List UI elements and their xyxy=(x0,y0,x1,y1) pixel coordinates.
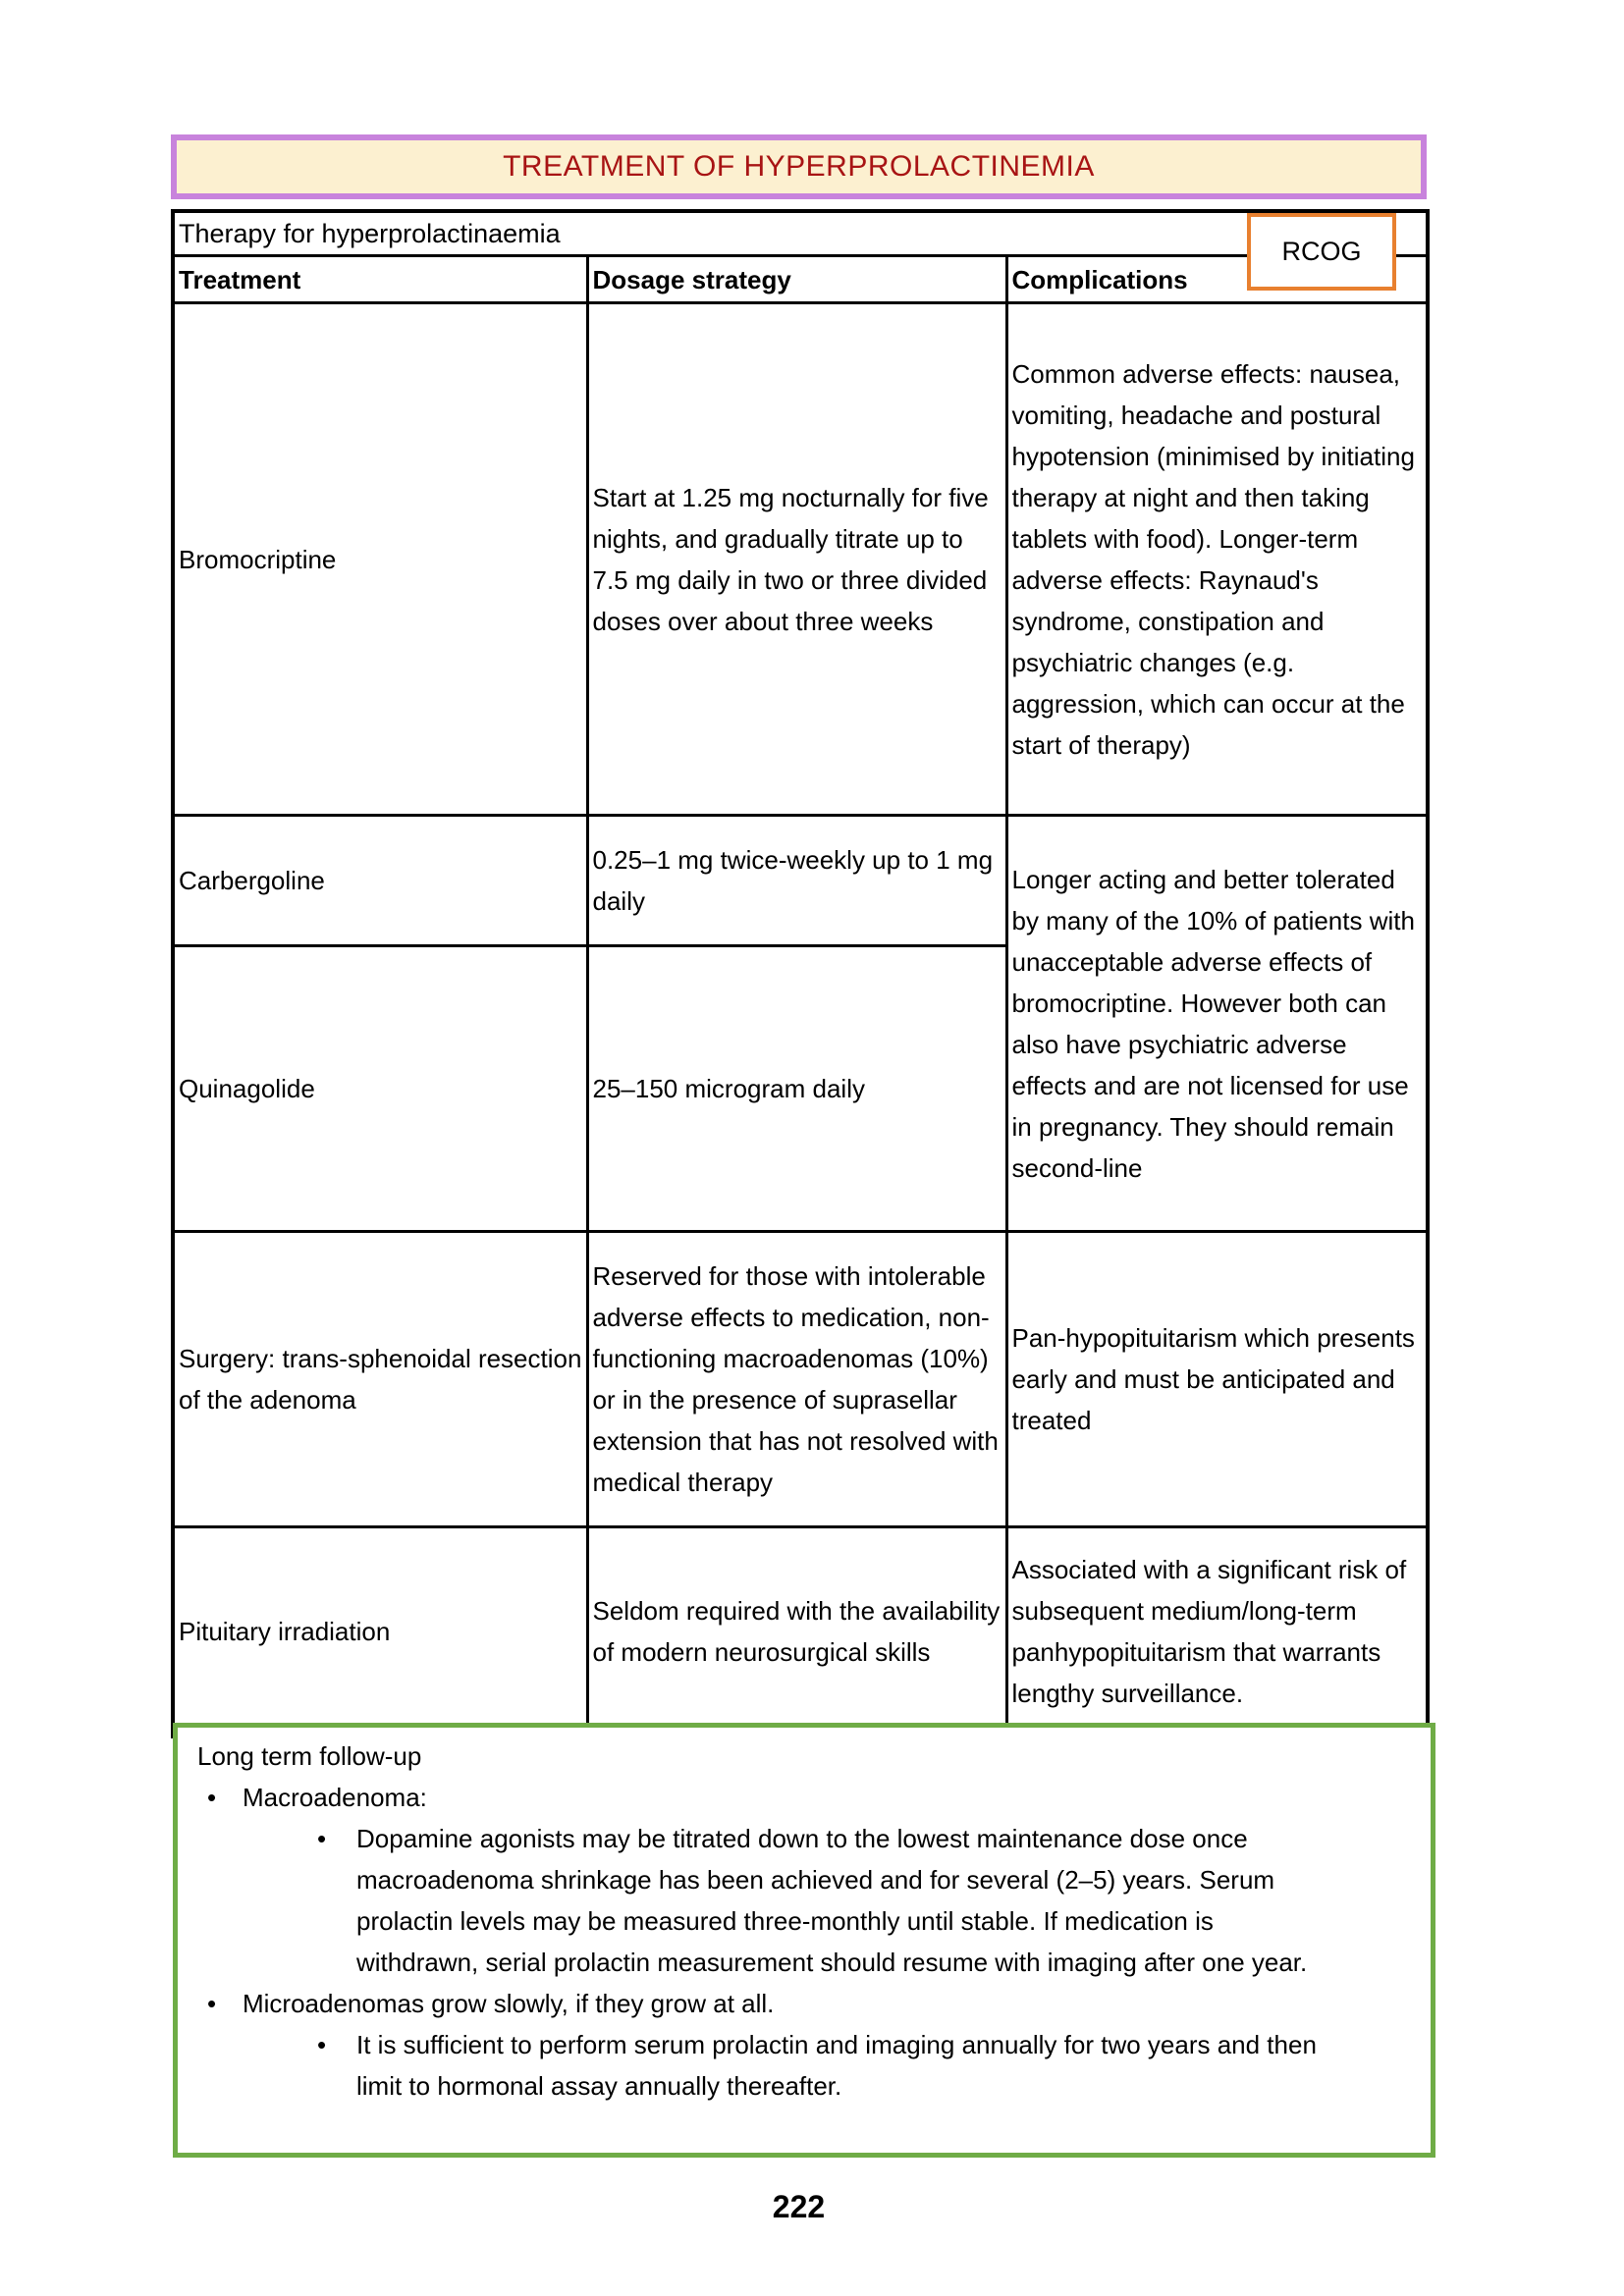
cell-complications-dopamine-agonists: Longer acting and better tolerated by many of the 10% of patients with unacceptable adverse effects of bromocriptine. However both can also have psychiatric adverse effects and are not licensed for use in pregnancy. They should remain second-line xyxy=(1006,816,1428,1232)
col-header-complications: Complications xyxy=(1006,256,1428,303)
table-header-row xyxy=(173,256,1428,303)
table-row xyxy=(173,1527,1428,1737)
list-item xyxy=(207,1777,1413,1818)
page-title: TREATMENT OF HYPERPROLACTINEMIA xyxy=(503,150,1095,183)
bullet-icon: • xyxy=(207,1783,217,1812)
cell-complications-bromocriptine: Common adverse effects: nausea, vomiting, headache and postural hypotension (minimised by initiating therapy at night and then taking tablets with food). Longer-term adverse effects: Raynaud's syndrome, constipation and psychiatric changes (e.g. aggression, which can occur at the start of therapy) xyxy=(1006,303,1428,816)
cell-dosage-irradiation: Seldom required with the availability of modern neurosurgical skills xyxy=(587,1527,1006,1737)
followup-box xyxy=(173,1723,1435,2158)
cell-treatment-bromocriptine: Bromocriptine xyxy=(173,303,587,816)
cell-treatment-quinagolide: Quinagolide xyxy=(173,946,587,1232)
table-row xyxy=(173,816,1428,946)
cell-dosage-surgery: Reserved for those with intolerable adverse effects to medication, non-functioning macroadenomas (10%) or in the presence of suprasellar extension that has not resolved with medical therapy xyxy=(587,1232,1006,1527)
list-item-text: Microadenomas grow slowly, if they grow at all. xyxy=(243,1989,775,2018)
rcog-badge xyxy=(1247,213,1396,291)
title-banner xyxy=(171,134,1427,199)
col-header-dosage: Dosage strategy xyxy=(587,256,1006,303)
bullet-icon: • xyxy=(317,2030,327,2059)
table-caption-cell: Therapy for hyperprolactinaemia xyxy=(173,211,1428,256)
cell-complications-surgery: Pan-hypopituitarism which presents early and must be anticipated and treated xyxy=(1006,1232,1428,1527)
table-row xyxy=(173,211,1428,256)
cell-complications-irradiation: Associated with a significant risk of subsequent medium/long-term panhypopituitarism that warrants lengthy surveillance. xyxy=(1006,1527,1428,1737)
rcog-badge-label: RCOG xyxy=(1281,237,1362,266)
bullet-icon: • xyxy=(207,1989,217,2018)
page-number: 222 xyxy=(772,2189,826,2224)
followup-heading: Long term follow-up xyxy=(197,1741,422,1771)
list-item xyxy=(317,2024,1413,2107)
cell-dosage-carbergoline: 0.25–1 mg twice-weekly up to 1 mg daily xyxy=(587,816,1006,946)
cell-treatment-irradiation: Pituitary irradiation xyxy=(173,1527,587,1737)
col-header-treatment: Treatment xyxy=(173,256,587,303)
cell-treatment-carbergoline: Carbergoline xyxy=(173,816,587,946)
therapy-table xyxy=(171,209,1430,1738)
table-row xyxy=(173,1232,1428,1527)
bullet-icon: • xyxy=(317,1824,327,1853)
list-item xyxy=(317,1818,1413,1983)
cell-dosage-quinagolide: 25–150 microgram daily xyxy=(587,946,1006,1232)
list-item-text: Dopamine agonists may be titrated down to the lowest maintenance dose once macroadenoma shrinkage has been achieved and for several (2–5) years. Serum prolactin levels may be measured three-monthly until stable. If medication is withdrawn, serial prolactin measurement should resume with imaging after one year. xyxy=(356,1824,1308,1977)
table-row xyxy=(173,303,1428,816)
list-item-text: It is sufficient to perform serum prolactin and imaging annually for two years and then limit to hormonal assay annually thereafter. xyxy=(356,2030,1317,2101)
cell-dosage-bromocriptine: Start at 1.25 mg nocturnally for five nights, and gradually titrate up to 7.5 mg daily in two or three divided doses over about three weeks xyxy=(587,303,1006,816)
list-item xyxy=(207,1983,1413,2024)
cell-treatment-surgery: Surgery: trans-sphenoidal resection of the adenoma xyxy=(173,1232,587,1527)
list-item-text: Macroadenoma: xyxy=(243,1783,427,1812)
